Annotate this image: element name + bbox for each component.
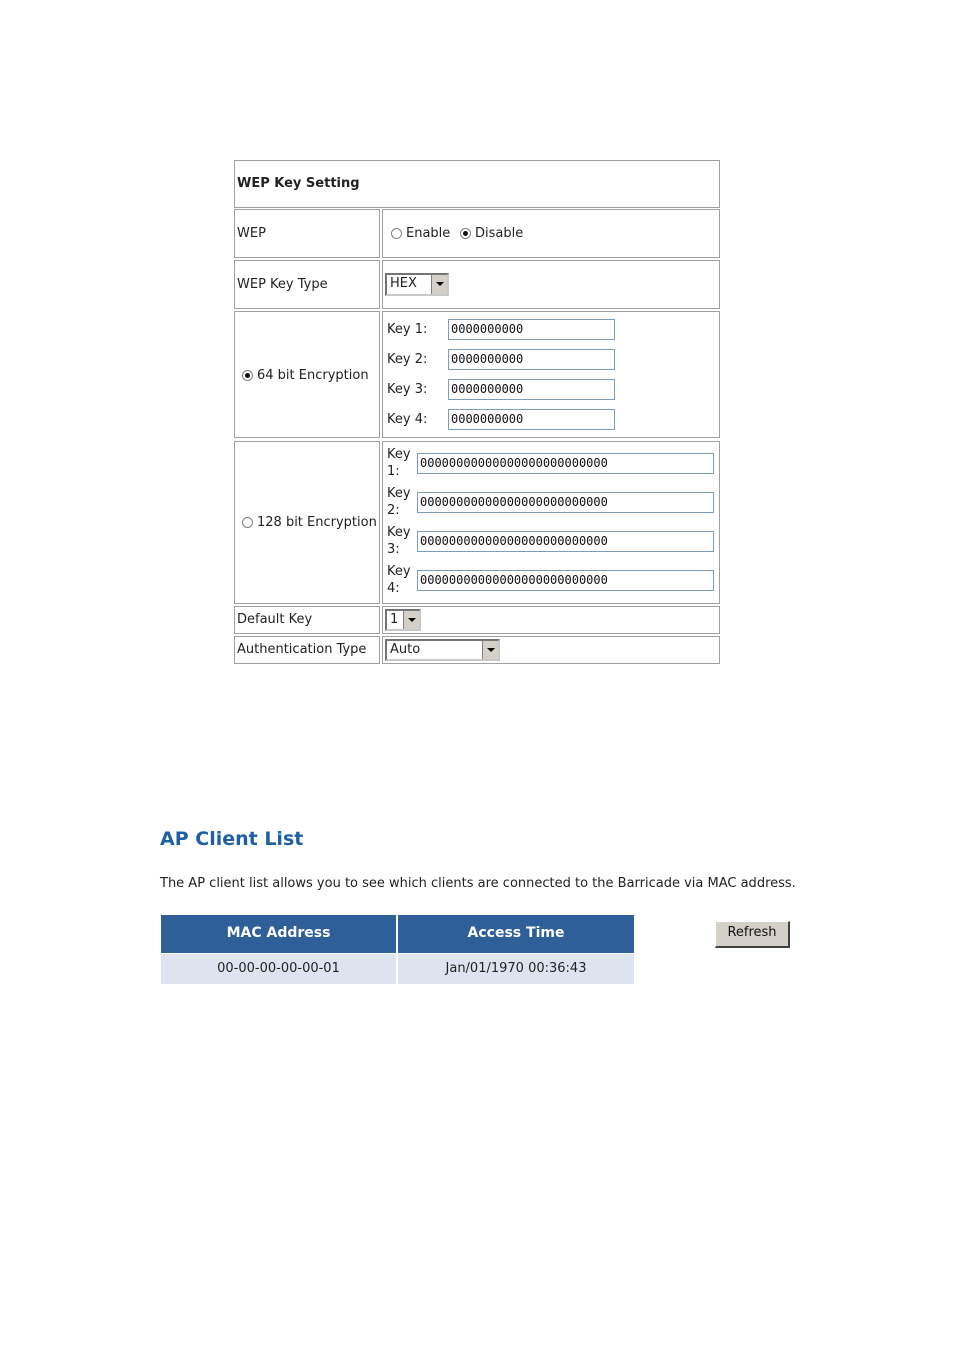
- row-mac-cell: 00-00-00-00-00-01: [161, 954, 396, 984]
- chevron-down-icon[interactable]: [403, 611, 419, 629]
- default-key-label: Default Key: [237, 612, 313, 627]
- wep-enable-label: Enable: [406, 226, 451, 241]
- enc128-label: 128 bit Encryption: [257, 515, 377, 530]
- auth-type-value-cell: [382, 636, 720, 664]
- enc128-key1-label-bottom: 1:: [387, 464, 400, 479]
- auth-type-select[interactable]: [385, 639, 500, 661]
- enc64-key3-input[interactable]: 0000000000: [448, 379, 615, 400]
- enc64-label: 64 bit Encryption: [257, 368, 369, 383]
- wep-value-cell: [382, 209, 720, 258]
- enc64-key1-input[interactable]: 0000000000: [448, 319, 615, 340]
- enc128-key4-label-top: Key: [387, 564, 411, 579]
- auth-type-select-value: Auto: [390, 642, 421, 657]
- wep-enable-radio[interactable]: [391, 228, 402, 239]
- enc128-label-cell: [234, 441, 380, 604]
- enc128-key3-label-top: Key: [387, 525, 411, 540]
- auth-type-label-cell: [234, 636, 380, 664]
- enc64-key3-label: Key 3:: [387, 382, 428, 397]
- column-header-mac: MAC Address: [161, 915, 396, 953]
- enc128-key4-input[interactable]: 00000000000000000000000000: [417, 570, 714, 591]
- enc128-key1-input[interactable]: 00000000000000000000000000: [417, 453, 714, 474]
- chevron-down-icon[interactable]: [482, 641, 498, 659]
- wep-disable-label: Disable: [475, 226, 524, 241]
- enc64-key4-input[interactable]: 0000000000: [448, 409, 615, 430]
- enc128-key3-label-bottom: 3:: [387, 542, 400, 557]
- auth-type-label: Authentication Type: [237, 642, 367, 657]
- row-access-time-cell: Jan/01/1970 00:36:43: [398, 954, 634, 984]
- enc128-radio[interactable]: [242, 517, 253, 528]
- page-title: AP Client List: [160, 828, 304, 850]
- enc64-key1-label: Key 1:: [387, 322, 428, 337]
- enc128-key3-input[interactable]: 00000000000000000000000000: [417, 531, 714, 552]
- wep-header-cell: [234, 160, 720, 208]
- enc64-key4-label: Key 4:: [387, 412, 428, 427]
- key-type-label-cell: [234, 260, 380, 309]
- key-type-select-value: HEX: [390, 276, 417, 291]
- enc64-keys-cell: [382, 311, 720, 438]
- enc128-key2-label-bottom: 2:: [387, 503, 400, 518]
- refresh-button[interactable]: Refresh: [715, 921, 790, 948]
- key-type-label: WEP Key Type: [237, 277, 328, 292]
- page-description: The AP client list allows you to see which clients are connected to the Barricade via MAC address.: [160, 876, 796, 891]
- key-type-value-cell: [382, 260, 720, 309]
- wep-label: WEP: [237, 226, 266, 241]
- enc64-radio[interactable]: [242, 370, 253, 381]
- chevron-down-icon[interactable]: [431, 275, 447, 294]
- default-key-select[interactable]: [385, 609, 421, 631]
- wep-header-title: WEP Key Setting: [237, 176, 360, 191]
- enc128-key2-input[interactable]: 00000000000000000000000000: [417, 492, 714, 513]
- enc64-key2-input[interactable]: 0000000000: [448, 349, 615, 370]
- key-type-select[interactable]: [385, 273, 449, 296]
- default-key-value-cell: [382, 606, 720, 634]
- default-key-label-cell: [234, 606, 380, 634]
- enc128-key1-label-top: Key: [387, 447, 411, 462]
- default-key-select-value: 1: [390, 612, 399, 627]
- enc128-keys-cell: [382, 441, 720, 604]
- enc128-key2-label-top: Key: [387, 486, 411, 501]
- enc64-label-cell: [234, 311, 380, 438]
- enc128-key4-label-bottom: 4:: [387, 581, 400, 596]
- enc64-key2-label: Key 2:: [387, 352, 428, 367]
- wep-disable-radio[interactable]: [460, 228, 471, 239]
- column-header-access-time: Access Time: [398, 915, 634, 953]
- wep-label-cell: [234, 209, 380, 258]
